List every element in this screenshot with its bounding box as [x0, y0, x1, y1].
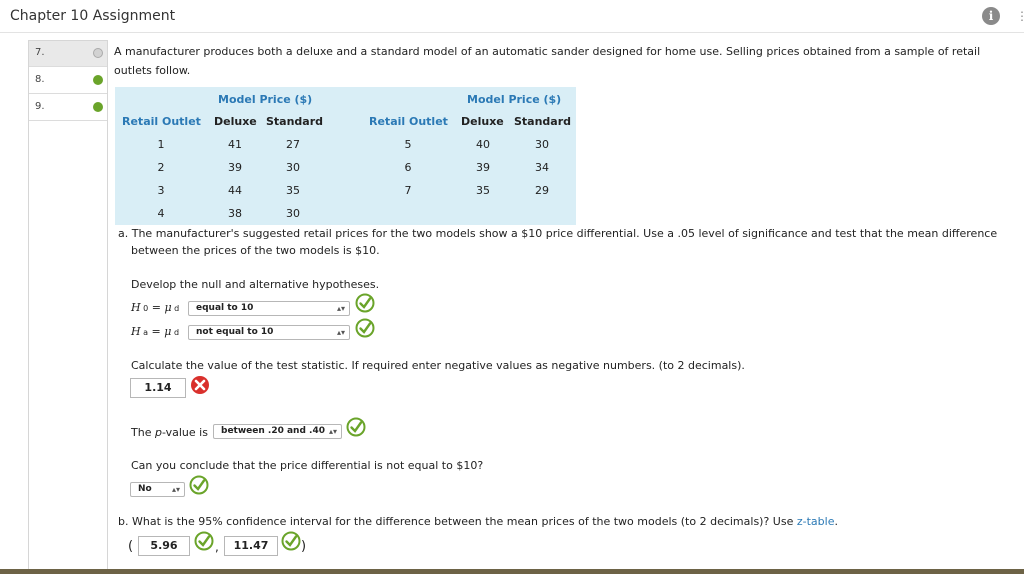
open-paren: (: [128, 539, 134, 554]
page-title: Chapter 10 Assignment: [10, 8, 176, 24]
col-outlet-right: Retail Outlet: [369, 115, 448, 128]
cell-standard: 27: [286, 138, 300, 151]
correct-check-icon: [355, 318, 375, 338]
correct-check-icon: [355, 293, 375, 313]
cell-deluxe: 41: [228, 138, 242, 151]
complete-check-icon: [93, 75, 103, 85]
info-icon[interactable]: i: [982, 7, 1000, 25]
ha-select[interactable]: [188, 325, 350, 340]
cell-standard: 30: [286, 161, 300, 174]
test-statistic-prompt: Calculate the value of the test statistic. If required enter negative values as negative numbers. (to 2 decimals).: [131, 359, 745, 372]
pvalue-label: The p-value is: [131, 426, 208, 439]
part-a-text: a. The manufacturer's suggested retail prices for the two models show a $10 price differential. Use a .05 level of significance and test that the mean difference: [118, 227, 998, 240]
h0-select-value: equal to 10: [196, 303, 254, 313]
cell-outlet: 5: [404, 138, 412, 151]
question-intro-cont: outlets follow.: [114, 64, 191, 77]
h0-label: H 0 = μ d: [131, 301, 180, 314]
cell-standard: 34: [535, 161, 549, 174]
select-arrows-icon: ▴▾: [328, 427, 337, 436]
select-arrows-icon: ▴▾: [171, 485, 180, 494]
cell-standard: 30: [535, 138, 549, 151]
conclude-select[interactable]: [130, 482, 185, 497]
nav-item-label: 8.: [35, 74, 45, 85]
nav-item-label: 9.: [35, 101, 45, 112]
cell-deluxe: 39: [476, 161, 490, 174]
cell-standard: 30: [286, 207, 300, 220]
question-nav: [28, 40, 108, 570]
cell-outlet: 2: [157, 161, 165, 174]
app-header: [0, 0, 1028, 33]
cell-outlet: 3: [157, 184, 165, 197]
question-intro: A manufacturer produces both a deluxe and a standard model of an automatic sander designed for home use. Selling prices obtained from a sample of retail: [114, 45, 981, 58]
hypotheses-prompt: Develop the null and alternative hypotheses.: [131, 278, 380, 291]
part-a-text-cont: between the prices of the two models is $10.: [131, 244, 380, 257]
test-statistic-input[interactable]: 1.14: [130, 378, 186, 398]
pvalue-select[interactable]: [213, 424, 342, 439]
part-b-text: b. What is the 95% confidence interval for the difference between the mean prices of the two models (to 2 decimals)? Use z-table.: [118, 515, 838, 528]
cell-outlet: 6: [404, 161, 412, 174]
correct-check-icon: [281, 531, 301, 551]
ci-upper-input[interactable]: 11.47: [224, 536, 278, 556]
select-arrows-icon: ▴▾: [336, 304, 345, 313]
col-standard-left: Standard: [266, 115, 324, 128]
col-deluxe-right: Deluxe: [461, 115, 504, 128]
cell-outlet: 4: [157, 207, 165, 220]
conclude-prompt: Can you conclude that the price differential is not equal to $10?: [131, 459, 484, 472]
z-table-link[interactable]: z-table: [796, 515, 835, 528]
comma: ,: [215, 540, 219, 554]
cell-deluxe: 35: [476, 184, 490, 197]
nav-item-question-8[interactable]: [29, 68, 107, 94]
incorrect-x-icon: [190, 375, 210, 395]
correct-check-icon: [194, 531, 214, 551]
nav-item-question-7[interactable]: [29, 41, 107, 67]
col-deluxe-left: Deluxe: [214, 115, 257, 128]
complete-check-icon: [93, 102, 103, 112]
cell-deluxe: 39: [228, 161, 242, 174]
more-menu-icon[interactable]: ⋮: [1016, 9, 1028, 23]
correct-check-icon: [346, 417, 366, 437]
nav-item-question-9[interactable]: [29, 95, 107, 121]
col-standard-right: Standard: [514, 115, 572, 128]
cell-deluxe: 38: [228, 207, 242, 220]
cell-standard: 35: [286, 184, 300, 197]
ha-label: H a = μ d: [131, 325, 180, 338]
bottom-border: [0, 569, 1024, 574]
pvalue-select-value: between .20 and .40: [221, 426, 325, 436]
price-table: [115, 87, 576, 225]
h0-select[interactable]: [188, 301, 350, 316]
col-outlet-left: Retail Outlet: [122, 115, 201, 128]
select-arrows-icon: ▴▾: [336, 328, 345, 337]
ha-select-value: not equal to 10: [196, 327, 274, 337]
conclude-select-value: No: [138, 484, 152, 494]
cell-standard: 29: [535, 184, 549, 197]
correct-check-icon: [189, 475, 209, 495]
nav-item-label: 7.: [35, 47, 45, 58]
partial-status-icon: [93, 48, 103, 58]
close-paren: ): [301, 539, 307, 554]
cell-deluxe: 40: [476, 138, 490, 151]
group-header-right: Model Price ($): [467, 93, 562, 106]
group-header-left: Model Price ($): [218, 93, 313, 106]
cell-outlet: 1: [157, 138, 165, 151]
cell-outlet: 7: [404, 184, 412, 197]
ci-lower-input[interactable]: 5.96: [138, 536, 190, 556]
cell-deluxe: 44: [228, 184, 242, 197]
